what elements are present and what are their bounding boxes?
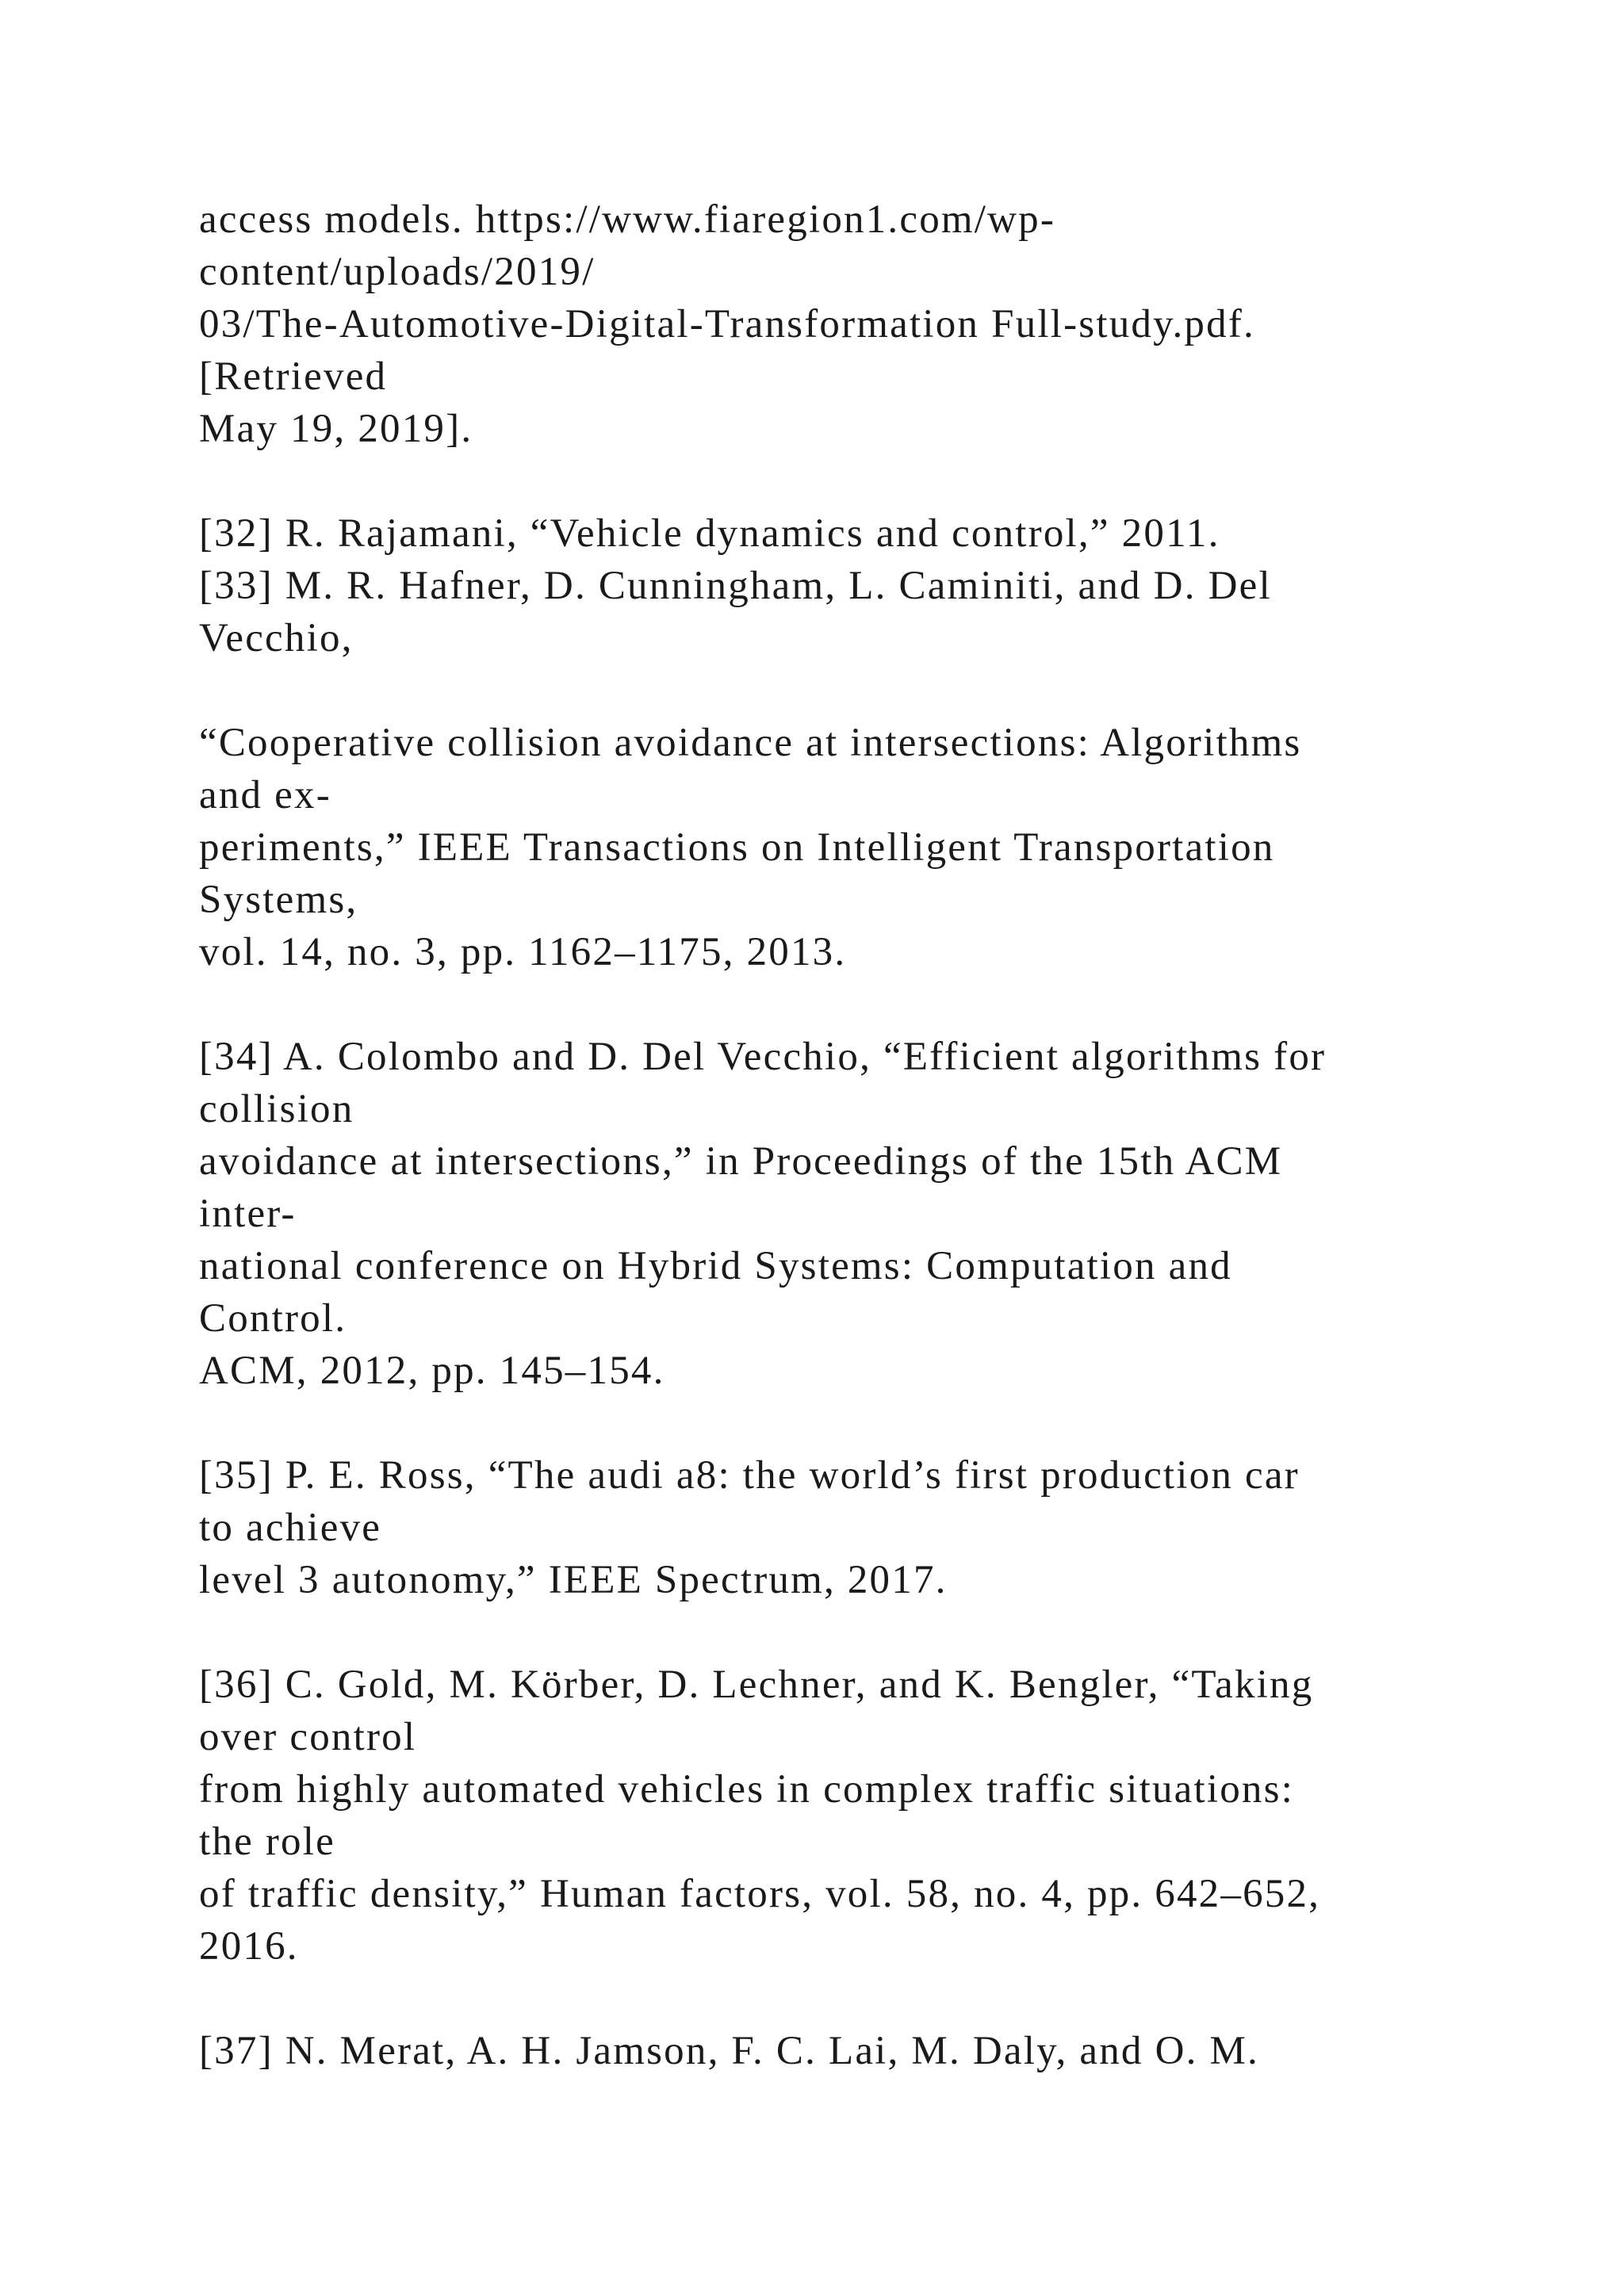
reference-35: [35] P. E. Ross, “The audi a8: the world’s first production car bbox=[199, 1453, 1300, 1498]
text-line: inter- bbox=[199, 1192, 297, 1236]
text-line: “Cooperative collision avoidance at intersections: Algorithms bbox=[199, 721, 1302, 765]
text-line: level 3 autonomy,” IEEE Spectrum, 2017. bbox=[199, 1558, 948, 1602]
text-line: Control. bbox=[199, 1296, 347, 1341]
text-line: Systems, bbox=[199, 878, 358, 922]
text-line: content/uploads/2019/ bbox=[199, 250, 596, 294]
reference-32: [32] R. Rajamani, “Vehicle dynamics and control,” 2011. bbox=[199, 511, 1220, 556]
blank-line bbox=[199, 1606, 1547, 1659]
text-line: [Retrieved bbox=[199, 354, 388, 399]
text-line: Vecchio, bbox=[199, 616, 354, 660]
blank-line bbox=[199, 455, 1547, 507]
blank-line bbox=[199, 664, 1547, 717]
text-line: periments,” IEEE Transactions on Intelligent Transportation bbox=[199, 825, 1275, 870]
reference-33: [33] M. R. Hafner, D. Cunningham, L. Caminiti, and D. Del bbox=[199, 564, 1272, 608]
text-line: and ex- bbox=[199, 773, 331, 817]
blank-line bbox=[199, 1397, 1547, 1449]
text-line: national conference on Hybrid Systems: Computation and bbox=[199, 1244, 1232, 1288]
blank-line bbox=[199, 978, 1547, 1031]
text-line: 2016. bbox=[199, 1924, 299, 1969]
references-text bbox=[199, 193, 1547, 2077]
blank-line bbox=[199, 1973, 1547, 2025]
text-line: access models. https://www.fiaregion1.com/wp- bbox=[199, 197, 1056, 242]
text-line: 03/The-Automotive-Digital-Transformation Full-study.pdf. bbox=[199, 302, 1255, 346]
text-line: May 19, 2019]. bbox=[199, 407, 473, 451]
text-line: of traffic density,” Human factors, vol. 58, no. 4, pp. 642–652, bbox=[199, 1872, 1321, 1916]
text-line: over control bbox=[199, 1715, 417, 1759]
reference-36: [36] C. Gold, M. Körber, D. Lechner, and K. Bengler, “Taking bbox=[199, 1663, 1314, 1707]
reference-34: [34] A. Colombo and D. Del Vecchio, “Efficient algorithms for bbox=[199, 1035, 1327, 1079]
reference-37: [37] N. Merat, A. H. Jamson, F. C. Lai, M. Daly, and O. M. bbox=[199, 2029, 1260, 2073]
text-line: to achieve bbox=[199, 1506, 382, 1550]
text-line: from highly automated vehicles in complex traffic situations: bbox=[199, 1767, 1295, 1812]
text-line: avoidance at intersections,” in Proceedings of the 15th ACM bbox=[199, 1139, 1283, 1184]
text-line: the role bbox=[199, 1820, 335, 1864]
text-line: ACM, 2012, pp. 145–154. bbox=[199, 1349, 665, 1393]
text-line: vol. 14, no. 3, pp. 1162–1175, 2013. bbox=[199, 930, 847, 974]
text-line: collision bbox=[199, 1087, 354, 1131]
